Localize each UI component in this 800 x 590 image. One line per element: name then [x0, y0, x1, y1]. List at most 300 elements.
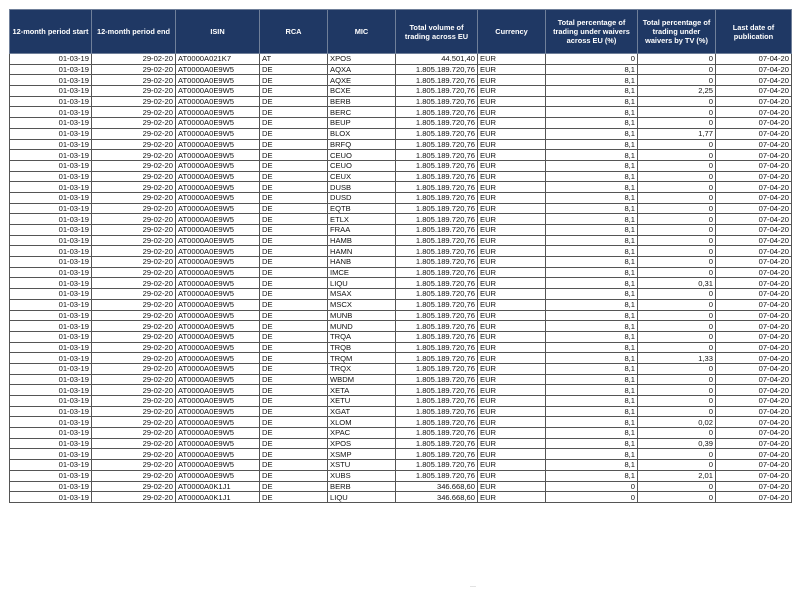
cell-period-end: 29-02-20	[92, 321, 176, 332]
header-pct-waivers-tv: Total percentage of trading under waivers by TV (%)	[638, 10, 716, 54]
table-row	[10, 235, 792, 246]
cell-mic: XPOS	[328, 438, 396, 449]
cell-currency: EUR	[478, 396, 546, 407]
cell-currency: EUR	[478, 310, 546, 321]
cell-rca: DE	[260, 385, 328, 396]
cell-period-end: 29-02-20	[92, 460, 176, 471]
cell-currency: EUR	[478, 289, 546, 300]
cell-rca: DE	[260, 257, 328, 268]
cell-currency: EUR	[478, 107, 546, 118]
cell-rca: DE	[260, 192, 328, 203]
cell-period-start: 01-03-19	[10, 139, 92, 150]
cell-period-end: 29-02-20	[92, 75, 176, 86]
cell-period-end: 29-02-20	[92, 96, 176, 107]
cell-currency: EUR	[478, 267, 546, 278]
cell-mic: BCXE	[328, 86, 396, 97]
cell-period-start: 01-03-19	[10, 75, 92, 86]
cell-pct-waivers-tv: 0	[638, 385, 716, 396]
cell-period-end: 29-02-20	[92, 417, 176, 428]
cell-period-end: 29-02-20	[92, 118, 176, 129]
cell-last-publication: 07-04-20	[716, 428, 792, 439]
cell-total-volume: 1.805.189.720,76	[396, 64, 478, 75]
cell-rca: DE	[260, 150, 328, 161]
cell-rca: DE	[260, 139, 328, 150]
cell-mic: HAMB	[328, 235, 396, 246]
cell-isin: AT0000A0E9W5	[176, 107, 260, 118]
cell-last-publication: 07-04-20	[716, 171, 792, 182]
table-row	[10, 86, 792, 97]
cell-mic: TRQB	[328, 342, 396, 353]
table-row	[10, 192, 792, 203]
cell-total-volume: 1.805.189.720,76	[396, 449, 478, 460]
cell-period-start: 01-03-19	[10, 171, 92, 182]
cell-last-publication: 07-04-20	[716, 182, 792, 193]
cell-period-end: 29-02-20	[92, 86, 176, 97]
header-isin: ISIN	[176, 10, 260, 54]
cell-pct-waivers-tv: 0,02	[638, 417, 716, 428]
cell-rca: DE	[260, 321, 328, 332]
cell-period-end: 29-02-20	[92, 182, 176, 193]
cell-pct-waivers-tv: 0	[638, 363, 716, 374]
cell-rca: DE	[260, 203, 328, 214]
cell-period-start: 01-03-19	[10, 406, 92, 417]
cell-isin: AT0000A0E9W5	[176, 160, 260, 171]
cell-mic: XLOM	[328, 417, 396, 428]
cell-isin: AT0000A0E9W5	[176, 96, 260, 107]
cell-rca: DE	[260, 278, 328, 289]
cell-pct-waivers-eu: 8,1	[546, 225, 638, 236]
cell-isin: AT0000A0E9W5	[176, 310, 260, 321]
cell-period-end: 29-02-20	[92, 385, 176, 396]
cell-pct-waivers-tv: 0	[638, 374, 716, 385]
cell-rca: DE	[260, 449, 328, 460]
cell-currency: EUR	[478, 246, 546, 257]
cell-rca: DE	[260, 235, 328, 246]
header-rca: RCA	[260, 10, 328, 54]
cell-currency: EUR	[478, 438, 546, 449]
cell-isin: AT0000A0E9W5	[176, 374, 260, 385]
cell-total-volume: 1.805.189.720,76	[396, 385, 478, 396]
cell-period-start: 01-03-19	[10, 278, 92, 289]
cell-period-end: 29-02-20	[92, 150, 176, 161]
cell-period-start: 01-03-19	[10, 267, 92, 278]
cell-pct-waivers-tv: 0	[638, 321, 716, 332]
cell-rca: AT	[260, 54, 328, 65]
cell-pct-waivers-tv: 0	[638, 64, 716, 75]
cell-pct-waivers-tv: 0	[638, 96, 716, 107]
cell-last-publication: 07-04-20	[716, 321, 792, 332]
cell-currency: EUR	[478, 86, 546, 97]
cell-total-volume: 1.805.189.720,76	[396, 406, 478, 417]
cell-period-end: 29-02-20	[92, 406, 176, 417]
cell-period-end: 29-02-20	[92, 192, 176, 203]
table-row	[10, 449, 792, 460]
cell-pct-waivers-eu: 8,1	[546, 128, 638, 139]
cell-period-start: 01-03-19	[10, 417, 92, 428]
cell-pct-waivers-tv: 0	[638, 118, 716, 129]
cell-total-volume: 1.805.189.720,76	[396, 160, 478, 171]
cell-isin: AT0000A0E9W5	[176, 246, 260, 257]
table-row	[10, 481, 792, 492]
cell-last-publication: 07-04-20	[716, 299, 792, 310]
cell-total-volume: 1.805.189.720,76	[396, 438, 478, 449]
cell-rca: DE	[260, 331, 328, 342]
cell-last-publication: 07-04-20	[716, 492, 792, 503]
table-row	[10, 96, 792, 107]
table-row	[10, 257, 792, 268]
cell-last-publication: 07-04-20	[716, 406, 792, 417]
cell-pct-waivers-eu: 8,1	[546, 396, 638, 407]
cell-currency: EUR	[478, 235, 546, 246]
cell-period-end: 29-02-20	[92, 331, 176, 342]
cell-mic: BEUP	[328, 118, 396, 129]
cell-period-end: 29-02-20	[92, 235, 176, 246]
cell-pct-waivers-eu: 8,1	[546, 428, 638, 439]
cell-rca: DE	[260, 438, 328, 449]
cell-last-publication: 07-04-20	[716, 225, 792, 236]
cell-isin: AT0000A0E9W5	[176, 438, 260, 449]
cell-mic: BLOX	[328, 128, 396, 139]
cell-total-volume: 1.805.189.720,76	[396, 139, 478, 150]
cell-currency: EUR	[478, 96, 546, 107]
cell-last-publication: 07-04-20	[716, 214, 792, 225]
cell-last-publication: 07-04-20	[716, 470, 792, 481]
cell-mic: BERB	[328, 481, 396, 492]
cell-last-publication: 07-04-20	[716, 342, 792, 353]
cell-rca: DE	[260, 428, 328, 439]
cell-period-end: 29-02-20	[92, 299, 176, 310]
cell-total-volume: 1.805.189.720,76	[396, 225, 478, 236]
cell-last-publication: 07-04-20	[716, 289, 792, 300]
cell-isin: AT0000A0E9W5	[176, 321, 260, 332]
cell-isin: AT0000A0E9W5	[176, 267, 260, 278]
cell-total-volume: 1.805.189.720,76	[396, 267, 478, 278]
table-row	[10, 417, 792, 428]
cell-mic: EQTB	[328, 203, 396, 214]
cell-period-end: 29-02-20	[92, 428, 176, 439]
cell-total-volume: 1.805.189.720,76	[396, 331, 478, 342]
cell-isin: AT0000A0E9W5	[176, 86, 260, 97]
cell-isin: AT0000A0E9W5	[176, 331, 260, 342]
cell-mic: BERB	[328, 96, 396, 107]
cell-rca: DE	[260, 246, 328, 257]
cell-pct-waivers-tv: 0	[638, 171, 716, 182]
cell-pct-waivers-eu: 8,1	[546, 150, 638, 161]
cell-last-publication: 07-04-20	[716, 64, 792, 75]
cell-pct-waivers-eu: 8,1	[546, 385, 638, 396]
cell-last-publication: 07-04-20	[716, 310, 792, 321]
cell-currency: EUR	[478, 481, 546, 492]
cell-total-volume: 1.805.189.720,76	[396, 203, 478, 214]
cell-total-volume: 1.805.189.720,76	[396, 299, 478, 310]
cell-currency: EUR	[478, 64, 546, 75]
cell-pct-waivers-eu: 8,1	[546, 267, 638, 278]
cell-pct-waivers-eu: 8,1	[546, 278, 638, 289]
cell-mic: MUNB	[328, 310, 396, 321]
cell-period-start: 01-03-19	[10, 128, 92, 139]
cell-total-volume: 1.805.189.720,76	[396, 96, 478, 107]
cell-pct-waivers-tv: 0,31	[638, 278, 716, 289]
cell-period-start: 01-03-19	[10, 64, 92, 75]
cell-pct-waivers-tv: 0	[638, 235, 716, 246]
cell-period-start: 01-03-19	[10, 438, 92, 449]
cell-pct-waivers-eu: 8,1	[546, 460, 638, 471]
cell-pct-waivers-eu: 8,1	[546, 86, 638, 97]
cell-rca: DE	[260, 171, 328, 182]
table-row	[10, 428, 792, 439]
table-row	[10, 118, 792, 129]
cell-rca: DE	[260, 107, 328, 118]
cell-rca: DE	[260, 353, 328, 364]
cell-last-publication: 07-04-20	[716, 160, 792, 171]
cell-currency: EUR	[478, 225, 546, 236]
cell-isin: AT0000A0E9W5	[176, 396, 260, 407]
cell-last-publication: 07-04-20	[716, 417, 792, 428]
cell-total-volume: 1.805.189.720,76	[396, 182, 478, 193]
cell-mic: XGAT	[328, 406, 396, 417]
cell-mic: MSCX	[328, 299, 396, 310]
cell-period-start: 01-03-19	[10, 460, 92, 471]
cell-period-end: 29-02-20	[92, 363, 176, 374]
cell-period-start: 01-03-19	[10, 481, 92, 492]
cell-rca: DE	[260, 417, 328, 428]
cell-period-end: 29-02-20	[92, 492, 176, 503]
cell-period-start: 01-03-19	[10, 428, 92, 439]
cell-currency: EUR	[478, 150, 546, 161]
cell-pct-waivers-eu: 8,1	[546, 289, 638, 300]
table-row	[10, 54, 792, 65]
cell-pct-waivers-eu: 8,1	[546, 192, 638, 203]
cell-pct-waivers-eu: 8,1	[546, 406, 638, 417]
table-row	[10, 150, 792, 161]
cell-currency: EUR	[478, 460, 546, 471]
cell-isin: AT0000A021K7	[176, 54, 260, 65]
cell-currency: EUR	[478, 417, 546, 428]
cell-period-start: 01-03-19	[10, 118, 92, 129]
cell-pct-waivers-tv: 0	[638, 267, 716, 278]
table-row	[10, 182, 792, 193]
cell-period-start: 01-03-19	[10, 225, 92, 236]
cell-isin: AT0000A0E9W5	[176, 406, 260, 417]
cell-period-start: 01-03-19	[10, 203, 92, 214]
cell-pct-waivers-eu: 8,1	[546, 246, 638, 257]
cell-total-volume: 1.805.189.720,76	[396, 342, 478, 353]
cell-mic: BRFQ	[328, 139, 396, 150]
cell-total-volume: 1.805.189.720,76	[396, 235, 478, 246]
cell-currency: EUR	[478, 428, 546, 439]
cell-pct-waivers-tv: 1,77	[638, 128, 716, 139]
cell-pct-waivers-eu: 0	[546, 492, 638, 503]
cell-rca: DE	[260, 225, 328, 236]
cell-last-publication: 07-04-20	[716, 396, 792, 407]
cell-pct-waivers-eu: 8,1	[546, 203, 638, 214]
cell-total-volume: 1.805.189.720,76	[396, 150, 478, 161]
header-last-publication: Last date of publication	[716, 10, 792, 54]
cell-period-end: 29-02-20	[92, 396, 176, 407]
cell-pct-waivers-eu: 8,1	[546, 417, 638, 428]
cell-pct-waivers-tv: 0	[638, 214, 716, 225]
cell-rca: DE	[260, 86, 328, 97]
cell-pct-waivers-tv: 0	[638, 182, 716, 193]
table-row	[10, 225, 792, 236]
cell-mic: HANB	[328, 257, 396, 268]
cell-period-end: 29-02-20	[92, 353, 176, 364]
cell-period-end: 29-02-20	[92, 470, 176, 481]
cell-last-publication: 07-04-20	[716, 363, 792, 374]
cell-total-volume: 346.668,60	[396, 492, 478, 503]
cell-currency: EUR	[478, 160, 546, 171]
cell-pct-waivers-tv: 0	[638, 396, 716, 407]
cell-period-end: 29-02-20	[92, 278, 176, 289]
cell-mic: CEUX	[328, 171, 396, 182]
cell-last-publication: 07-04-20	[716, 385, 792, 396]
cell-currency: EUR	[478, 331, 546, 342]
cell-pct-waivers-eu: 8,1	[546, 96, 638, 107]
cell-period-start: 01-03-19	[10, 214, 92, 225]
cell-period-start: 01-03-19	[10, 374, 92, 385]
cell-rca: DE	[260, 342, 328, 353]
cell-pct-waivers-eu: 8,1	[546, 139, 638, 150]
cell-rca: DE	[260, 460, 328, 471]
cell-mic: MUND	[328, 321, 396, 332]
cell-rca: DE	[260, 267, 328, 278]
cell-period-start: 01-03-19	[10, 192, 92, 203]
cell-period-end: 29-02-20	[92, 246, 176, 257]
cell-period-end: 29-02-20	[92, 225, 176, 236]
cell-pct-waivers-tv: 2,25	[638, 86, 716, 97]
cell-last-publication: 07-04-20	[716, 353, 792, 364]
cell-total-volume: 1.805.189.720,76	[396, 321, 478, 332]
cell-isin: AT0000A0E9W5	[176, 235, 260, 246]
header-currency: Currency	[478, 10, 546, 54]
cell-isin: AT0000A0K1J1	[176, 492, 260, 503]
cell-pct-waivers-tv: 0	[638, 246, 716, 257]
table-row	[10, 438, 792, 449]
cell-currency: EUR	[478, 492, 546, 503]
cell-period-start: 01-03-19	[10, 310, 92, 321]
table-row	[10, 128, 792, 139]
cell-mic: ETLX	[328, 214, 396, 225]
cell-mic: WBDM	[328, 374, 396, 385]
cell-mic: CEUO	[328, 160, 396, 171]
cell-pct-waivers-eu: 8,1	[546, 75, 638, 86]
cell-currency: EUR	[478, 139, 546, 150]
cell-period-start: 01-03-19	[10, 150, 92, 161]
cell-period-end: 29-02-20	[92, 64, 176, 75]
cell-rca: DE	[260, 374, 328, 385]
cell-pct-waivers-eu: 8,1	[546, 235, 638, 246]
cell-pct-waivers-tv: 0	[638, 139, 716, 150]
table-row	[10, 363, 792, 374]
cell-mic: XUBS	[328, 470, 396, 481]
cell-mic: LIQU	[328, 492, 396, 503]
cell-last-publication: 07-04-20	[716, 75, 792, 86]
cell-pct-waivers-eu: 8,1	[546, 331, 638, 342]
cell-last-publication: 07-04-20	[716, 86, 792, 97]
cell-currency: EUR	[478, 342, 546, 353]
cell-total-volume: 1.805.189.720,76	[396, 75, 478, 86]
cell-isin: AT0000A0E9W5	[176, 449, 260, 460]
cell-period-end: 29-02-20	[92, 438, 176, 449]
cell-pct-waivers-tv: 0	[638, 150, 716, 161]
table-row	[10, 396, 792, 407]
cell-total-volume: 1.805.189.720,76	[396, 257, 478, 268]
cell-period-start: 01-03-19	[10, 107, 92, 118]
cell-period-end: 29-02-20	[92, 289, 176, 300]
cell-pct-waivers-eu: 8,1	[546, 321, 638, 332]
cell-mic: XSTU	[328, 460, 396, 471]
cell-isin: AT0000A0E9W5	[176, 289, 260, 300]
cell-pct-waivers-tv: 0	[638, 54, 716, 65]
table-row	[10, 107, 792, 118]
cell-isin: AT0000A0E9W5	[176, 128, 260, 139]
cell-pct-waivers-tv: 0	[638, 428, 716, 439]
cell-isin: AT0000A0E9W5	[176, 182, 260, 193]
cell-pct-waivers-tv: 0	[638, 225, 716, 236]
cell-total-volume: 1.805.189.720,76	[396, 214, 478, 225]
cell-total-volume: 1.805.189.720,76	[396, 353, 478, 364]
cell-currency: EUR	[478, 182, 546, 193]
cell-currency: EUR	[478, 75, 546, 86]
cell-last-publication: 07-04-20	[716, 481, 792, 492]
cell-mic: BERC	[328, 107, 396, 118]
cell-mic: AQXE	[328, 75, 396, 86]
table-row	[10, 374, 792, 385]
cell-currency: EUR	[478, 353, 546, 364]
cell-period-start: 01-03-19	[10, 385, 92, 396]
cell-rca: DE	[260, 481, 328, 492]
table-row	[10, 310, 792, 321]
cell-isin: AT0000A0E9W5	[176, 64, 260, 75]
cell-pct-waivers-eu: 8,1	[546, 160, 638, 171]
table-row	[10, 139, 792, 150]
cell-total-volume: 346.668,60	[396, 481, 478, 492]
cell-last-publication: 07-04-20	[716, 235, 792, 246]
cell-period-end: 29-02-20	[92, 203, 176, 214]
cell-pct-waivers-eu: 8,1	[546, 438, 638, 449]
cell-period-end: 29-02-20	[92, 267, 176, 278]
table-row	[10, 342, 792, 353]
cell-pct-waivers-eu: 8,1	[546, 299, 638, 310]
table-row	[10, 299, 792, 310]
cell-period-start: 01-03-19	[10, 289, 92, 300]
cell-currency: EUR	[478, 321, 546, 332]
cell-isin: AT0000A0E9W5	[176, 470, 260, 481]
cell-period-end: 29-02-20	[92, 481, 176, 492]
cell-mic: TRQX	[328, 363, 396, 374]
cell-period-start: 01-03-19	[10, 353, 92, 364]
table-row	[10, 406, 792, 417]
cell-mic: XETU	[328, 396, 396, 407]
cell-total-volume: 1.805.189.720,76	[396, 470, 478, 481]
header-period-start: 12-month period start	[10, 10, 92, 54]
table-row	[10, 470, 792, 481]
cell-total-volume: 1.805.189.720,76	[396, 107, 478, 118]
cell-rca: DE	[260, 118, 328, 129]
cell-pct-waivers-tv: 0	[638, 203, 716, 214]
cell-period-start: 01-03-19	[10, 246, 92, 257]
cell-period-start: 01-03-19	[10, 470, 92, 481]
cell-last-publication: 07-04-20	[716, 460, 792, 471]
cell-last-publication: 07-04-20	[716, 246, 792, 257]
table-row	[10, 64, 792, 75]
cell-period-start: 01-03-19	[10, 160, 92, 171]
cell-isin: AT0000A0E9W5	[176, 171, 260, 182]
cell-period-end: 29-02-20	[92, 257, 176, 268]
cell-pct-waivers-eu: 8,1	[546, 182, 638, 193]
table-row	[10, 321, 792, 332]
cell-total-volume: 1.805.189.720,76	[396, 86, 478, 97]
